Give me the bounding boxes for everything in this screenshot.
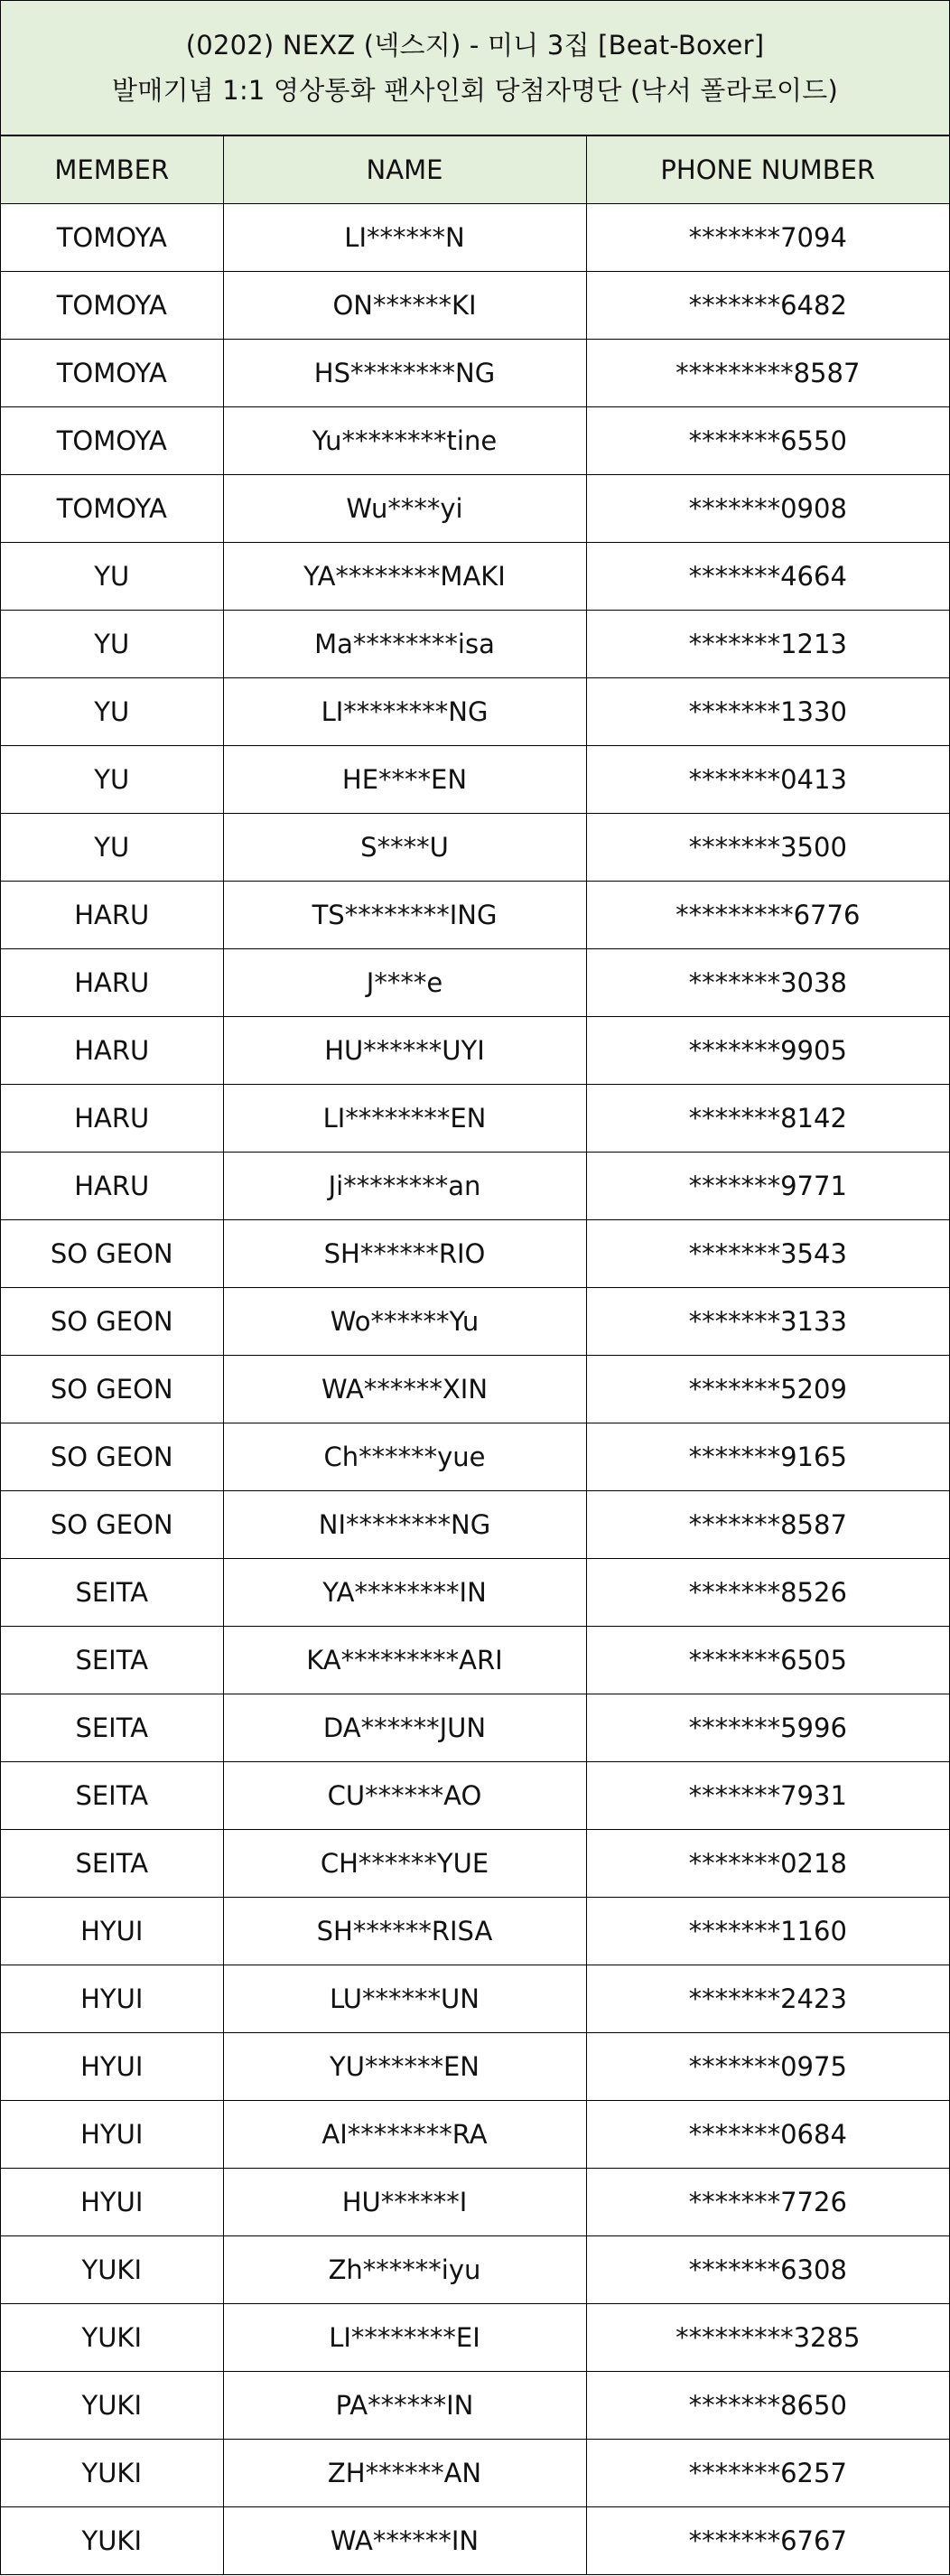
member-cell: YUKI bbox=[1, 2371, 223, 2439]
phone-number-cell: *********8587 bbox=[586, 339, 949, 406]
name-cell: J****e bbox=[223, 948, 586, 1016]
phone-number-cell: *******0908 bbox=[586, 474, 949, 542]
table-row bbox=[1, 203, 949, 271]
table-row bbox=[1, 1084, 949, 1152]
table-row bbox=[1, 2100, 949, 2168]
table-row bbox=[1, 1490, 949, 1558]
name-cell: YU******EN bbox=[223, 2032, 586, 2100]
table-row bbox=[1, 1219, 949, 1287]
table-row bbox=[1, 813, 949, 881]
name-cell: CH******YUE bbox=[223, 1829, 586, 1897]
name-cell: CU******AO bbox=[223, 1761, 586, 1829]
table-row bbox=[1, 339, 949, 406]
member-cell: SO GEON bbox=[1, 1423, 223, 1490]
table-row bbox=[1, 2235, 949, 2303]
table-body bbox=[1, 203, 949, 2574]
phone-number-cell: *******8650 bbox=[586, 2371, 949, 2439]
phone-number-cell: *******7726 bbox=[586, 2168, 949, 2235]
member-cell: HYUI bbox=[1, 2168, 223, 2235]
phone-number-cell: *******8142 bbox=[586, 1084, 949, 1152]
table-row bbox=[1, 1965, 949, 2032]
name-cell: Ch******yue bbox=[223, 1423, 586, 1490]
member-cell: SEITA bbox=[1, 1626, 223, 1694]
phone-number-cell: *******3038 bbox=[586, 948, 949, 1016]
member-cell: YUKI bbox=[1, 2506, 223, 2574]
name-cell: LI********NG bbox=[223, 677, 586, 745]
member-cell: HARU bbox=[1, 881, 223, 948]
name-cell: HE****EN bbox=[223, 745, 586, 813]
member-cell: TOMOYA bbox=[1, 406, 223, 474]
phone-number-cell: *******6308 bbox=[586, 2235, 949, 2303]
table-row bbox=[1, 677, 949, 745]
member-cell: SO GEON bbox=[1, 1219, 223, 1287]
member-cell: SO GEON bbox=[1, 1355, 223, 1423]
phone-number-cell: *******7931 bbox=[586, 1761, 949, 1829]
name-cell: ZH******AN bbox=[223, 2439, 586, 2506]
table-row bbox=[1, 1423, 949, 1490]
phone-number-cell: *******9771 bbox=[586, 1152, 949, 1219]
table-row bbox=[1, 2168, 949, 2235]
name-cell: WA******XIN bbox=[223, 1355, 586, 1423]
table-row bbox=[1, 2371, 949, 2439]
name-cell: YA********IN bbox=[223, 1558, 586, 1626]
member-cell: TOMOYA bbox=[1, 339, 223, 406]
member-cell: TOMOYA bbox=[1, 271, 223, 339]
name-cell: ON******KI bbox=[223, 271, 586, 339]
member-cell: YU bbox=[1, 610, 223, 677]
member-cell: HYUI bbox=[1, 1965, 223, 2032]
phone-number-cell: *******5209 bbox=[586, 1355, 949, 1423]
table-row bbox=[1, 1829, 949, 1897]
name-cell: SH******RISA bbox=[223, 1897, 586, 1965]
title-box bbox=[1, 1, 949, 136]
phone-number-cell: *********6776 bbox=[586, 881, 949, 948]
phone-number-cell: *******7094 bbox=[586, 203, 949, 271]
member-cell: HARU bbox=[1, 1016, 223, 1084]
phone-number-cell: *******6550 bbox=[586, 406, 949, 474]
name-cell: YA********MAKI bbox=[223, 542, 586, 610]
phone-number-cell: *******4664 bbox=[586, 542, 949, 610]
name-cell: LU******UN bbox=[223, 1965, 586, 2032]
member-cell: YUKI bbox=[1, 2235, 223, 2303]
name-cell: Ma********isa bbox=[223, 610, 586, 677]
member-cell: SEITA bbox=[1, 1761, 223, 1829]
table-row bbox=[1, 1761, 949, 1829]
phone-number-cell: *********3285 bbox=[586, 2303, 949, 2371]
column-header-phone-number: PHONE NUMBER bbox=[586, 136, 949, 203]
name-cell: DA******JUN bbox=[223, 1694, 586, 1761]
name-cell: TS********ING bbox=[223, 881, 586, 948]
name-cell: Wu****yi bbox=[223, 474, 586, 542]
member-cell: YU bbox=[1, 677, 223, 745]
table-row bbox=[1, 881, 949, 948]
name-cell: Yu********tine bbox=[223, 406, 586, 474]
title-line-2: 발매기념 1:1 영상통화 팬사인회 당첨자명단 (낙서 폴라로이드) bbox=[112, 75, 838, 106]
name-cell: HU******I bbox=[223, 2168, 586, 2235]
table-row bbox=[1, 2032, 949, 2100]
title-line-1: (0202) NEXZ (넥스지) - 미니 3집 [Beat-Boxer] bbox=[185, 30, 765, 61]
table-row bbox=[1, 2506, 949, 2574]
member-cell: HARU bbox=[1, 1152, 223, 1219]
phone-number-cell: *******8526 bbox=[586, 1558, 949, 1626]
phone-number-cell: *******9905 bbox=[586, 1016, 949, 1084]
phone-number-cell: *******2423 bbox=[586, 1965, 949, 2032]
member-cell: YU bbox=[1, 813, 223, 881]
table-row bbox=[1, 1694, 949, 1761]
member-cell: SEITA bbox=[1, 1829, 223, 1897]
column-header-member: MEMBER bbox=[1, 136, 223, 203]
name-cell: HU******UYI bbox=[223, 1016, 586, 1084]
table-header bbox=[1, 136, 949, 203]
name-cell: AI********RA bbox=[223, 2100, 586, 2168]
table-row bbox=[1, 406, 949, 474]
member-cell: YU bbox=[1, 542, 223, 610]
name-cell: PA******IN bbox=[223, 2371, 586, 2439]
table-row bbox=[1, 1287, 949, 1355]
winner-table bbox=[1, 136, 949, 2574]
name-cell: LI********EN bbox=[223, 1084, 586, 1152]
member-cell: TOMOYA bbox=[1, 474, 223, 542]
phone-number-cell: *******6257 bbox=[586, 2439, 949, 2506]
phone-number-cell: *******0413 bbox=[586, 745, 949, 813]
table-row bbox=[1, 745, 949, 813]
member-cell: TOMOYA bbox=[1, 203, 223, 271]
table-row bbox=[1, 948, 949, 1016]
phone-number-cell: *******6767 bbox=[586, 2506, 949, 2574]
phone-number-cell: *******1213 bbox=[586, 610, 949, 677]
table-row bbox=[1, 1897, 949, 1965]
phone-number-cell: *******0684 bbox=[586, 2100, 949, 2168]
phone-number-cell: *******3500 bbox=[586, 813, 949, 881]
table-row bbox=[1, 1626, 949, 1694]
name-cell: SH******RIO bbox=[223, 1219, 586, 1287]
name-cell: Wo******Yu bbox=[223, 1287, 586, 1355]
table-row bbox=[1, 1558, 949, 1626]
member-cell: HARU bbox=[1, 948, 223, 1016]
member-cell: HARU bbox=[1, 1084, 223, 1152]
table-row bbox=[1, 542, 949, 610]
phone-number-cell: *******0218 bbox=[586, 1829, 949, 1897]
member-cell: SO GEON bbox=[1, 1287, 223, 1355]
member-cell: HYUI bbox=[1, 2100, 223, 2168]
phone-number-cell: *******6505 bbox=[586, 1626, 949, 1694]
name-cell: LI******N bbox=[223, 203, 586, 271]
member-cell: YUKI bbox=[1, 2303, 223, 2371]
table-row bbox=[1, 2439, 949, 2506]
table-row bbox=[1, 1016, 949, 1084]
phone-number-cell: *******1160 bbox=[586, 1897, 949, 1965]
phone-number-cell: *******0975 bbox=[586, 2032, 949, 2100]
name-cell: NI********NG bbox=[223, 1490, 586, 1558]
table-row bbox=[1, 271, 949, 339]
member-cell: YU bbox=[1, 745, 223, 813]
column-header-name: NAME bbox=[223, 136, 586, 203]
member-cell: HYUI bbox=[1, 1897, 223, 1965]
member-cell: SEITA bbox=[1, 1694, 223, 1761]
name-cell: WA******IN bbox=[223, 2506, 586, 2574]
phone-number-cell: *******1330 bbox=[586, 677, 949, 745]
name-cell: S****U bbox=[223, 813, 586, 881]
phone-number-cell: *******9165 bbox=[586, 1423, 949, 1490]
name-cell: LI********EI bbox=[223, 2303, 586, 2371]
name-cell: KA*********ARI bbox=[223, 1626, 586, 1694]
member-cell: HYUI bbox=[1, 2032, 223, 2100]
phone-number-cell: *******3543 bbox=[586, 1219, 949, 1287]
name-cell: Ji********an bbox=[223, 1152, 586, 1219]
phone-number-cell: *******8587 bbox=[586, 1490, 949, 1558]
phone-number-cell: *******6482 bbox=[586, 271, 949, 339]
table-row bbox=[1, 610, 949, 677]
member-cell: SEITA bbox=[1, 1558, 223, 1626]
phone-number-cell: *******5996 bbox=[586, 1694, 949, 1761]
member-cell: SO GEON bbox=[1, 1490, 223, 1558]
name-cell: Zh******iyu bbox=[223, 2235, 586, 2303]
phone-number-cell: *******3133 bbox=[586, 1287, 949, 1355]
header-row bbox=[1, 136, 949, 203]
member-cell: YUKI bbox=[1, 2439, 223, 2506]
table-row bbox=[1, 1355, 949, 1423]
table-row bbox=[1, 1152, 949, 1219]
name-cell: HS********NG bbox=[223, 339, 586, 406]
table-row bbox=[1, 474, 949, 542]
table-row bbox=[1, 2303, 949, 2371]
